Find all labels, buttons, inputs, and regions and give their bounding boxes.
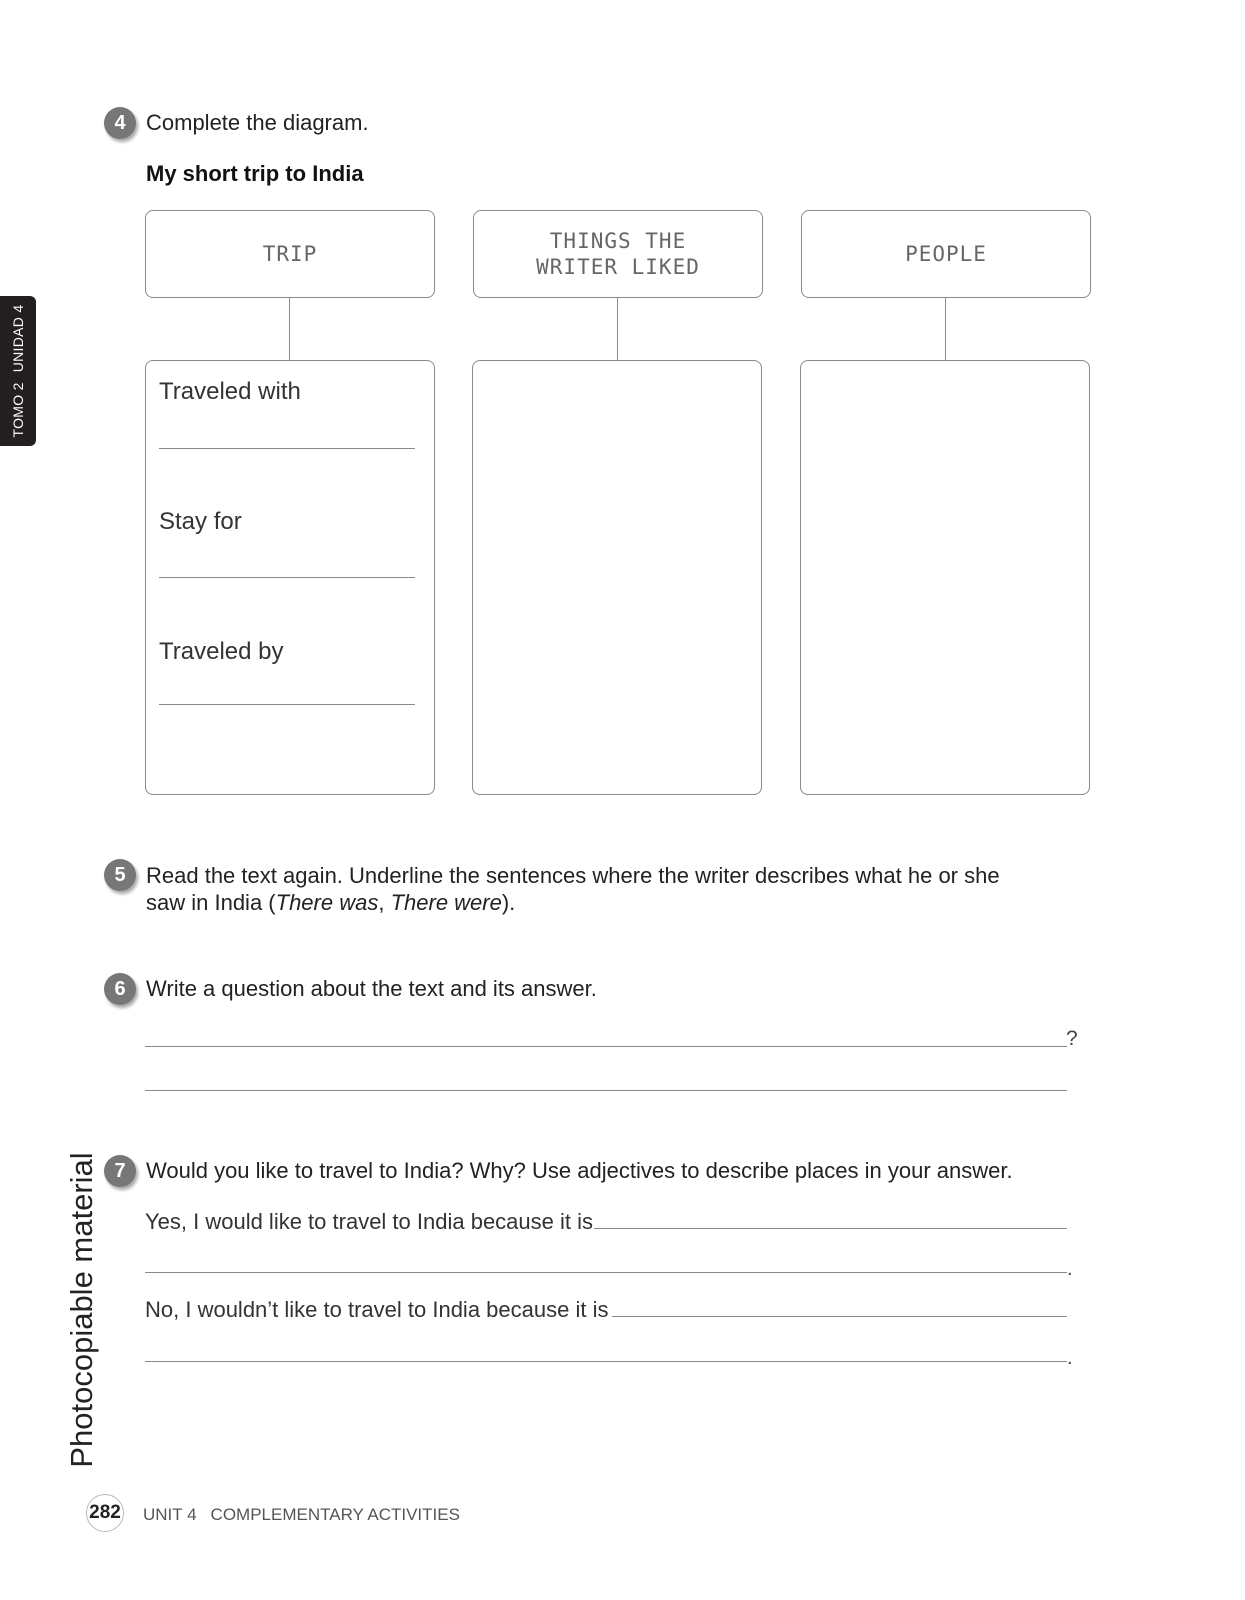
- things-liked-box[interactable]: [472, 360, 762, 795]
- exercise-7-instruction: Would you like to travel to India? Why? Use adjectives to describe places in your answer.: [146, 1158, 1013, 1183]
- question-mark: ?: [1066, 1027, 1078, 1050]
- people-box[interactable]: [800, 360, 1090, 795]
- example-there-were: There were: [390, 890, 502, 915]
- header-trip: [145, 210, 435, 298]
- connector-trip: [289, 297, 290, 360]
- unidad-label: UNIDAD 4: [10, 304, 26, 373]
- header-people-label: PEOPLE: [905, 242, 987, 266]
- side-tab-text: [10, 305, 26, 438]
- exercise-7-number: 7: [104, 1155, 136, 1187]
- exercise-5-line2: saw in India (There was, There were).: [146, 890, 516, 915]
- answer-line-traveled-by[interactable]: [159, 704, 415, 705]
- exercise-6-number: 6: [104, 973, 136, 1005]
- no-prompt: No, I wouldn’t like to travel to India because it is: [145, 1297, 609, 1322]
- field-stay-for: Stay for: [159, 508, 242, 535]
- answer-line-stay-for[interactable]: [159, 577, 415, 578]
- footer-label: [143, 1505, 460, 1525]
- footer-unit: UNIT 4: [143, 1505, 197, 1524]
- tomo-label: TOMO 2: [10, 382, 26, 438]
- field-traveled-with: Traveled with: [159, 378, 301, 405]
- connector-things: [617, 297, 618, 360]
- exercise-5-line1: Read the text again. Underline the sentences where the writer describes what he or she: [146, 863, 1000, 888]
- yes-answer-line-2[interactable]: [145, 1272, 1067, 1273]
- no-period: .: [1067, 1347, 1073, 1369]
- header-people: [801, 210, 1091, 298]
- exercise-6-instruction: Write a question about the text and its answer.: [146, 976, 597, 1001]
- yes-answer-line-1[interactable]: [594, 1228, 1067, 1229]
- yes-period: .: [1067, 1258, 1073, 1280]
- footer-section: COMPLEMENTARY ACTIVITIES: [210, 1505, 460, 1524]
- field-traveled-by: Traveled by: [159, 638, 284, 665]
- no-answer-line-2[interactable]: [145, 1361, 1067, 1362]
- question-answer-line[interactable]: [145, 1046, 1067, 1047]
- page-number: 282: [86, 1494, 124, 1532]
- header-things-liked: [473, 210, 763, 298]
- answer-line-traveled-with[interactable]: [159, 448, 415, 449]
- exercise-5-number: 5: [104, 859, 136, 891]
- header-trip-label: TRIP: [262, 242, 318, 266]
- side-tab: [0, 296, 36, 446]
- diagram-title: My short trip to India: [146, 161, 364, 186]
- header-things-line1: THINGS THE: [549, 229, 687, 253]
- header-things-line2: WRITER LIKED: [536, 255, 700, 279]
- yes-prompt: Yes, I would like to travel to India because it is: [145, 1209, 593, 1234]
- no-answer-line-1[interactable]: [612, 1316, 1067, 1317]
- example-there-was: There was: [275, 890, 379, 915]
- connector-people: [945, 297, 946, 360]
- exercise-4-instruction: Complete the diagram.: [146, 110, 369, 135]
- photocopiable-label: Photocopiable material: [64, 1152, 99, 1468]
- exercise-4-number: 4: [104, 107, 136, 139]
- answer-line[interactable]: [145, 1090, 1067, 1091]
- exercise-5-instruction: [146, 862, 1106, 916]
